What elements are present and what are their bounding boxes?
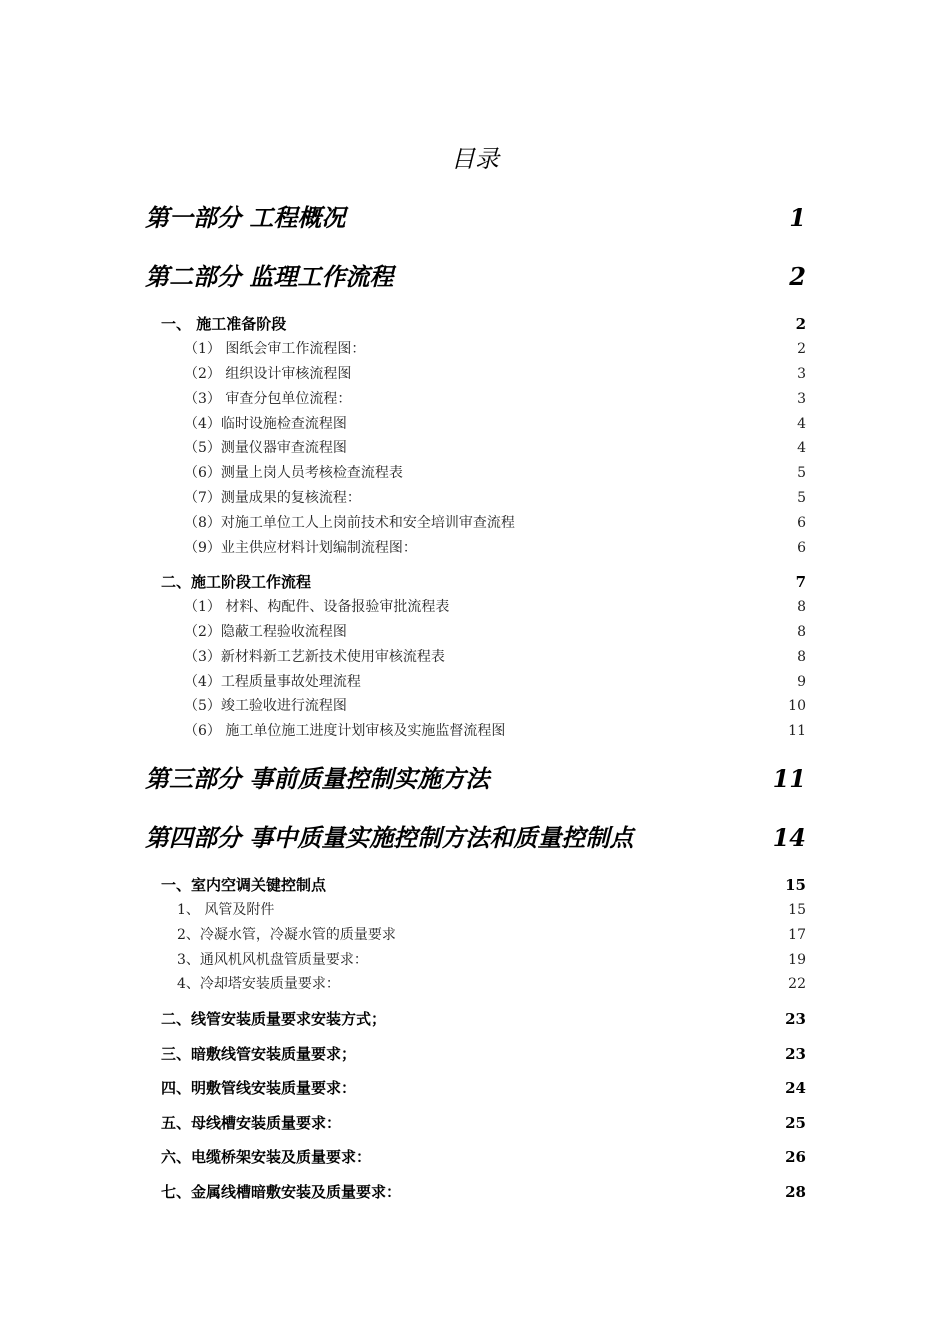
toc-entry-page-number: 4 — [797, 416, 806, 432]
toc-entry-page-number: 23 — [785, 1045, 806, 1063]
toc-entry-label: （3）新材料新工艺新技术使用审核流程表 — [184, 649, 445, 665]
toc-entry[interactable] — [0, 387, 950, 411]
toc-entry-page-number: 11 — [772, 764, 806, 793]
toc-entry-page-number: 10 — [788, 698, 806, 714]
toc-entry-label: （4）工程质量事故处理流程 — [184, 674, 361, 690]
toc-entry-label: 五、母线槽安装质量要求： — [161, 1114, 342, 1132]
toc-entry[interactable] — [0, 312, 950, 336]
toc-entry[interactable] — [0, 948, 950, 972]
toc-entry-label: （6） 施工单位施工进度计划审核及实施监督流程图 — [184, 723, 506, 739]
toc-entry-page-number: 2 — [795, 315, 806, 333]
toc-entry-page-number: 24 — [785, 1079, 806, 1097]
toc-entry-page-number: 28 — [785, 1183, 806, 1201]
toc-entry-page-number: 19 — [788, 952, 806, 968]
toc-entry-page-number: 3 — [797, 391, 806, 407]
toc-entry[interactable] — [0, 436, 950, 460]
toc-entry[interactable] — [0, 719, 950, 743]
toc-entry-page-number: 5 — [797, 465, 806, 481]
toc-entry-label: 一、 施工准备阶段 — [161, 315, 287, 333]
toc-entry-page-number: 6 — [797, 540, 806, 556]
toc-entry-page-number: 3 — [797, 366, 806, 382]
toc-entry[interactable] — [0, 820, 950, 856]
toc-entry-label: （5）测量仪器审查流程图 — [184, 440, 347, 456]
toc-entry-page-number: 15 — [785, 876, 806, 894]
toc-entry-page-number: 6 — [797, 515, 806, 531]
toc-entry-label: 一、室内空调关键控制点 — [161, 876, 327, 894]
toc-entry[interactable] — [0, 200, 950, 236]
toc-entry[interactable] — [0, 1076, 950, 1100]
toc-entry[interactable] — [0, 1007, 950, 1031]
toc-entry-label: 三、暗敷线管安装质量要求； — [161, 1045, 357, 1063]
toc-entry-page-number: 8 — [797, 599, 806, 615]
toc-entry[interactable] — [0, 1111, 950, 1135]
toc-entry-label: （2） 组织设计审核流程图 — [184, 366, 352, 382]
toc-entry[interactable] — [0, 570, 950, 594]
toc-entry-label: （5）竣工验收进行流程图 — [184, 698, 347, 714]
toc-entry-label: 二、线管安装质量要求安装方式； — [161, 1010, 387, 1028]
toc-entry[interactable] — [0, 259, 950, 295]
toc-entry-label: 四、明敷管线安装质量要求： — [161, 1079, 357, 1097]
toc-entry-label: 第二部分 监理工作流程 — [145, 262, 394, 291]
toc-entry-label: （1） 材料、构配件、设备报验审批流程表 — [184, 599, 450, 615]
toc-entry-page-number: 4 — [797, 440, 806, 456]
toc-entry[interactable] — [0, 461, 950, 485]
toc-entry-label: 七、金属线槽暗敷安装及质量要求： — [161, 1183, 402, 1201]
toc-entry[interactable] — [0, 873, 950, 897]
toc-entry-page-number: 17 — [788, 927, 806, 943]
toc-entry[interactable] — [0, 972, 950, 996]
toc-entry[interactable] — [0, 761, 950, 797]
toc-entry-label: 第一部分 工程概况 — [145, 203, 346, 232]
toc-entry[interactable] — [0, 923, 950, 947]
toc-entry-label: 3、通风机风机盘管质量要求： — [177, 952, 368, 968]
toc-entry-page-number: 7 — [795, 573, 806, 591]
toc-entry-label: （8）对施工单位工人上岗前技术和安全培训审查流程 — [184, 515, 515, 531]
toc-entry-label: （2）隐蔽工程验收流程图 — [184, 624, 347, 640]
toc-entry-label: 2、冷凝水管，冷凝水管的质量要求 — [177, 927, 396, 943]
toc-entry-label: （1） 图纸会审工作流程图： — [184, 341, 366, 357]
toc-entry-page-number: 11 — [788, 723, 806, 739]
toc-entry[interactable] — [0, 670, 950, 694]
toc-entry[interactable] — [0, 694, 950, 718]
toc-entry-label: （9）业主供应材料计划编制流程图： — [184, 540, 417, 556]
toc-entry[interactable] — [0, 898, 950, 922]
toc-entry[interactable] — [0, 1145, 950, 1169]
toc-entry-label: 第三部分 事前质量控制实施方法 — [145, 764, 490, 793]
toc-entry-page-number: 23 — [785, 1010, 806, 1028]
toc-entry-label: 二、施工阶段工作流程 — [161, 573, 312, 591]
toc-entry-page-number: 15 — [788, 902, 806, 918]
toc-entry[interactable] — [0, 620, 950, 644]
toc-entry-label: （7）测量成果的复核流程： — [184, 490, 361, 506]
toc-entry-page-number: 8 — [797, 624, 806, 640]
toc-entry-page-number: 22 — [788, 976, 806, 992]
toc-entry[interactable] — [0, 337, 950, 361]
toc-entry-label: 六、电缆桥架安装及质量要求： — [161, 1148, 372, 1166]
toc-entry[interactable] — [0, 412, 950, 436]
toc-title: 目录 — [451, 145, 499, 173]
toc-entry[interactable] — [0, 645, 950, 669]
toc-entry-label: （3） 审查分包单位流程： — [184, 391, 352, 407]
toc-entry-label: （6）测量上岗人员考核检查流程表 — [184, 465, 403, 481]
toc-entry[interactable] — [0, 595, 950, 619]
toc-entry-label: 第四部分 事中质量实施控制方法和质量控制点 — [145, 823, 634, 852]
toc-entry[interactable] — [0, 1042, 950, 1066]
toc-entry-page-number: 25 — [785, 1114, 806, 1132]
toc-entry-page-number: 8 — [797, 649, 806, 665]
toc-entry-label: （4）临时设施检查流程图 — [184, 416, 347, 432]
toc-entry-page-number: 1 — [789, 203, 806, 232]
toc-entry-page-number: 2 — [797, 341, 806, 357]
toc-entry[interactable] — [0, 1180, 950, 1204]
toc-entry-label: 4、冷却塔安装质量要求： — [177, 976, 340, 992]
toc-entry-page-number: 5 — [797, 490, 806, 506]
toc-entry-page-number: 14 — [772, 823, 806, 852]
toc-entry-page-number: 26 — [785, 1148, 806, 1166]
toc-entry[interactable] — [0, 536, 950, 560]
toc-entry[interactable] — [0, 362, 950, 386]
toc-entry[interactable] — [0, 486, 950, 510]
toc-entry-page-number: 9 — [797, 674, 806, 690]
toc-entry[interactable] — [0, 511, 950, 535]
toc-entry-label: 1、 风管及附件 — [177, 902, 275, 918]
toc-entry-page-number: 2 — [789, 262, 806, 291]
